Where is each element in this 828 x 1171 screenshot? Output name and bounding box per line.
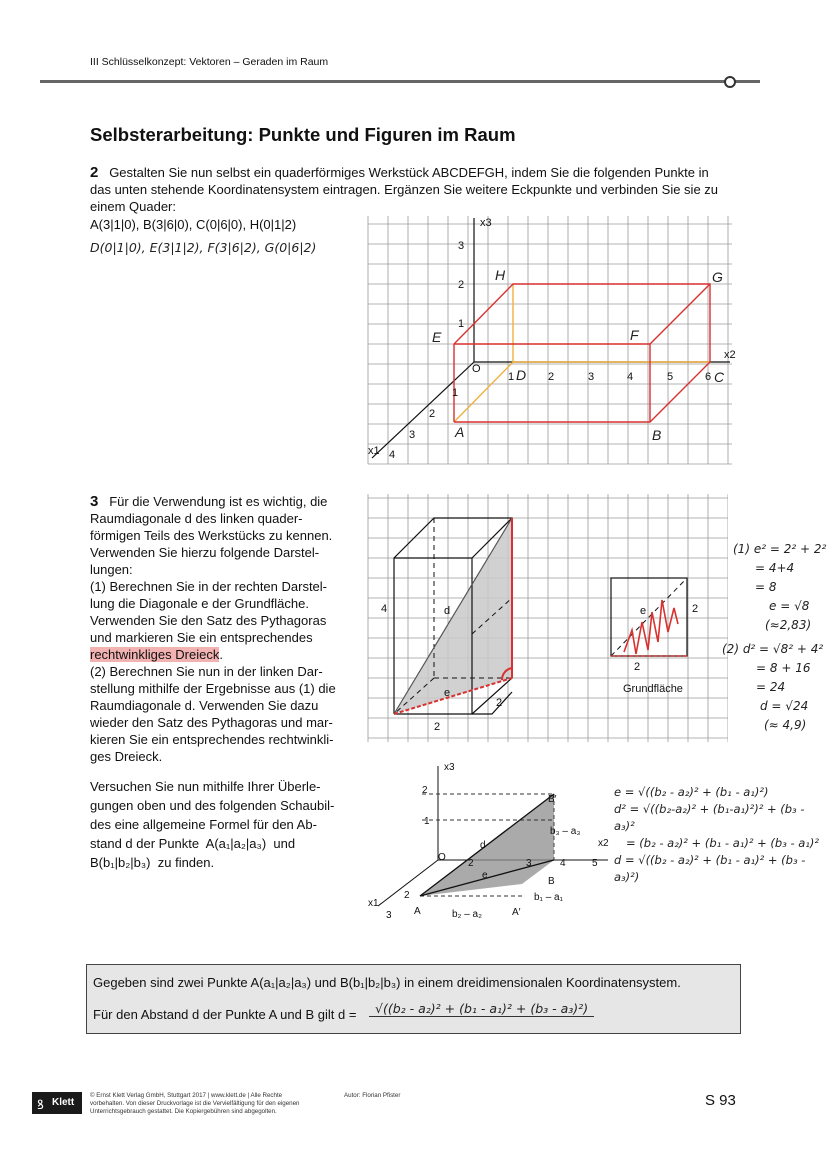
task3-line: kieren Sie ein entsprechendes rechtwinkli- xyxy=(90,732,334,747)
g-label-b3a3: b₃ – a₃ xyxy=(550,826,581,837)
ground-2-bottom: 2 xyxy=(634,661,641,673)
task3-line: wieder den Satz des Pythagoras und mar- xyxy=(90,715,333,730)
summary-answer: √((b₂ - a₂)² + (b₁ - a₁)² + (b₃ - a₃)²) xyxy=(369,1001,594,1017)
task3-number: 3 xyxy=(90,493,99,510)
vertex-G: G xyxy=(712,269,723,285)
note-line: = 8 + 16 xyxy=(756,661,811,675)
g-label-e: e xyxy=(482,870,488,881)
header-rule-dot xyxy=(724,76,736,88)
formula-line: = (b₂ - a₂)² + (b₁ - a₁)² + (b₃ - a₁)² xyxy=(626,836,820,850)
task3-line: lungen: xyxy=(90,562,133,577)
task3-line: Für die Verwendung ist es wichtig, die xyxy=(109,494,328,509)
task2-handwritten-points: D(0|1|0), E(3|1|2), F(3|6|2), G(0|6|2) xyxy=(90,240,317,255)
task3-line: gungen oben und des folgenden Schaubil- xyxy=(90,798,335,813)
g-origin: O xyxy=(438,852,446,863)
g-point-B: B xyxy=(548,876,555,887)
footer-copyright xyxy=(90,1092,299,1116)
task3-line: ges Dreieck. xyxy=(90,749,163,764)
task3-text: 3 Für die Verwendung ist es wichtig, die Raumdiagonale d des linken quader- förmigen Teils des Werkstücks zu kennen. Verwenden Sie hierzu folgende Darstel- lungen: (1) Berechnen Sie in der rechten Darstel- lung die Diagonale e der Grundfläche. Verwenden Sie den Satz des Pythagoras und markieren Sie ein entsprechendes rechtwinkliges Dreieck. (2) Berechnen Sie nun in der linken Dar- stellung mithilfe der Ergebnisse aus (1) die Raumdiagonale d. Verwenden Sie dazu wieder den Satz des Pythagoras und mar- kieren Sie ein entsprechendes rechtwinkli- ges Dreieck. xyxy=(90,493,336,764)
footer-author: Autor: Florian Pfister xyxy=(344,1092,401,1099)
vertex-A: A xyxy=(455,424,465,440)
tick-x2-6: 6 xyxy=(705,371,712,383)
highlighted-phrase: rechtwinkliges Dreieck xyxy=(90,647,220,662)
g-tick-x2-4: 4 xyxy=(560,858,566,869)
tick-x3-1: 1 xyxy=(458,318,465,330)
logo-text: Klett xyxy=(52,1097,75,1108)
vertex-H: H xyxy=(495,267,506,283)
g-axis-x3: x3 xyxy=(444,762,455,773)
task3-line: lung die Diagonale e der Grundfläche. xyxy=(90,596,309,611)
page-number: S 93 xyxy=(705,1092,736,1109)
diag-e-label: e xyxy=(444,687,451,699)
tick-x3-3: 3 xyxy=(458,240,465,252)
g-tick-x1-2: 2 xyxy=(404,890,410,901)
task3-line: (1) Berechnen Sie in der rechten Darstel- xyxy=(90,579,328,594)
vertex-E: E xyxy=(432,329,442,345)
note-line: e = √8 xyxy=(769,599,810,613)
task2-text xyxy=(90,164,740,215)
copyright-line: © Ernst Klett Verlag GmbH, Stuttgart 2017 | www.klett.de | Alle Rechte xyxy=(90,1092,283,1099)
task3-line: und markieren Sie ein entsprechendes xyxy=(90,630,313,645)
task2-line3: einem Quader: xyxy=(90,199,176,214)
running-header: III Schlüsselkonzept: Vektoren – Geraden im Raum xyxy=(90,56,329,68)
g-label-b1a1: b₁ – a₁ xyxy=(534,892,563,903)
g-tick-x2-3: 3 xyxy=(526,858,532,869)
publisher-logo xyxy=(32,1092,82,1114)
note-line: (2) d² = √8² + 4² xyxy=(722,642,824,656)
summary-line2: Für den Abstand d der Punkte A und B gilt d = xyxy=(93,1007,357,1022)
note-line: = 4+4 xyxy=(755,561,795,575)
height-4-label: 4 xyxy=(381,603,388,615)
task3-line: Raumdiagonale d des linken quader- xyxy=(90,511,303,526)
logo-mark-icon: ꝸ xyxy=(37,1097,44,1112)
axis-x3-label: x3 xyxy=(480,217,492,229)
tick-x1-1: 1 xyxy=(452,387,459,399)
g-tick-x3-2: 2 xyxy=(422,785,428,796)
task3-line: stand d der Punkte xyxy=(90,836,200,851)
task2-line1: Gestalten Sie nun selbst ein quaderförmiges Werkstück ABCDEFGH, indem Sie die folgenden Punkte in xyxy=(109,165,709,180)
g-label-d: d xyxy=(480,840,486,851)
cuboid-edges-red xyxy=(454,284,710,422)
g-point-A: A xyxy=(414,906,421,917)
task2-number: 2 xyxy=(90,164,99,181)
vertex-D: D xyxy=(516,367,527,383)
note-line: (≈2,83) xyxy=(765,618,812,632)
tick-x1-3: 3 xyxy=(409,429,416,441)
and-word: und xyxy=(273,836,296,851)
ground-caption: Grundfläche xyxy=(623,683,683,695)
summary-box xyxy=(86,964,741,1034)
task3-line: Raumdiagonale d. Verwenden Sie dazu xyxy=(90,698,319,713)
tick-x3-2: 2 xyxy=(458,279,465,291)
formula-line: e = √((b₂ - a₂)² + (b₁ - a₁)²) xyxy=(614,785,769,799)
page-title: Selbsterarbeitung: Punkte und Figuren im Raum xyxy=(90,124,516,145)
copyright-line: Unterrichtsgebrauch gestattet. Die Kopiergebühren sind abgegolten. xyxy=(90,1108,277,1115)
g-tick-x2-2: 2 xyxy=(468,858,474,869)
note-line: (≈ 4,9) xyxy=(764,718,807,732)
g-label-b2a2: b₂ – a₂ xyxy=(452,909,483,920)
depth-2-label: 2 xyxy=(496,697,503,709)
task2-points: A(3|1|0), B(3|6|0), C(0|6|0), H(0|1|2) xyxy=(90,217,297,232)
g-point-A-prime: A′ xyxy=(512,907,521,918)
point-B: B(b₁|b₂|b₃) xyxy=(90,855,151,870)
g-axis-x2: x2 xyxy=(598,838,609,849)
handwritten-notes-2 xyxy=(722,640,823,735)
task3-line: des eine allgemeine Formel für den Ab- xyxy=(90,817,317,832)
note-line: (1) e² = 2² + 2² xyxy=(733,542,827,556)
g-tick-x2-5: 5 xyxy=(592,858,598,869)
task2-line2: das unten stehende Koordinatensystem eintragen. Ergänzen Sie weitere Eckpunkte und verbinden Sie sie zu xyxy=(90,182,719,197)
task3-tail: zu finden. xyxy=(157,855,215,870)
task3-line: Verwenden Sie den Satz des Pythagoras xyxy=(90,613,327,628)
formula-line: d = √((b₂ - a₂)² + (b₁ - a₁)² + (b₃ - a₃)²) xyxy=(614,853,806,884)
handwritten-notes xyxy=(733,540,826,635)
note-line: = 24 xyxy=(756,680,786,694)
tick-x2-1: 1 xyxy=(508,371,515,383)
vertex-B: B xyxy=(652,427,662,443)
general-diagram xyxy=(362,760,612,920)
cuboid-figure xyxy=(362,212,740,468)
vertex-F: F xyxy=(630,327,639,343)
tick-x1-2: 2 xyxy=(429,408,436,420)
vertex-C: C xyxy=(714,369,725,385)
grid xyxy=(368,216,732,464)
task3-line: (2) Berechnen Sie nun in der linken Dar- xyxy=(90,664,323,679)
axis-x1-label: x1 xyxy=(368,445,380,457)
header-rule xyxy=(40,80,760,83)
note-line: d = √24 xyxy=(760,699,809,713)
task3-line: Verwenden Sie hierzu folgende Darstel- xyxy=(90,545,320,560)
tick-x2-5: 5 xyxy=(667,371,674,383)
note-line: = 8 xyxy=(755,580,777,594)
origin-label: O xyxy=(472,363,481,375)
diag-d-label: d xyxy=(444,605,451,617)
tick-x2-4: 4 xyxy=(627,371,634,383)
handwritten-formulas xyxy=(614,784,828,886)
point-A: A(a₁|a₂|a₃) xyxy=(205,836,267,851)
axis-x2-label: x2 xyxy=(724,349,736,361)
ground-e-label: e xyxy=(640,605,647,617)
copyright-line: vorbehalten. Von dieser Druckvorlage ist die Vervielfältigung für den eigenen xyxy=(90,1100,300,1107)
g-axis-x1: x1 xyxy=(368,898,379,909)
tick-x2-2: 2 xyxy=(548,371,555,383)
formula-line: d² = √((b₂-a₂)² + (b₁-a₁)²)² + (b₃ - a₃)² xyxy=(614,802,805,833)
summary-line1: Gegeben sind zwei Punkte A(a₁|a₂|a₃) und B(b₁|b₂|b₃) in einem dreidimensionalen Koordinatensystem. xyxy=(93,975,681,990)
task3-line: Versuchen Sie nun mithilfe Ihrer Überle- xyxy=(90,779,321,794)
width-2-label: 2 xyxy=(434,721,441,733)
task3-line: förmigen Teils des Werkstücks zu kennen. xyxy=(90,528,333,543)
tick-x2-3: 3 xyxy=(588,371,595,383)
g-tick-x1-3: 3 xyxy=(386,910,392,920)
ground-2-right: 2 xyxy=(692,603,699,615)
task3-line: stellung mithilfe der Ergebnisse aus (1) die xyxy=(90,681,336,696)
g-tick-x3-1: 1 xyxy=(424,816,430,827)
diagonal-figure xyxy=(362,492,728,748)
tick-x1-4: 4 xyxy=(389,449,396,461)
g-point-B-prime: B′ xyxy=(548,794,557,805)
task3-general-text xyxy=(90,777,352,872)
